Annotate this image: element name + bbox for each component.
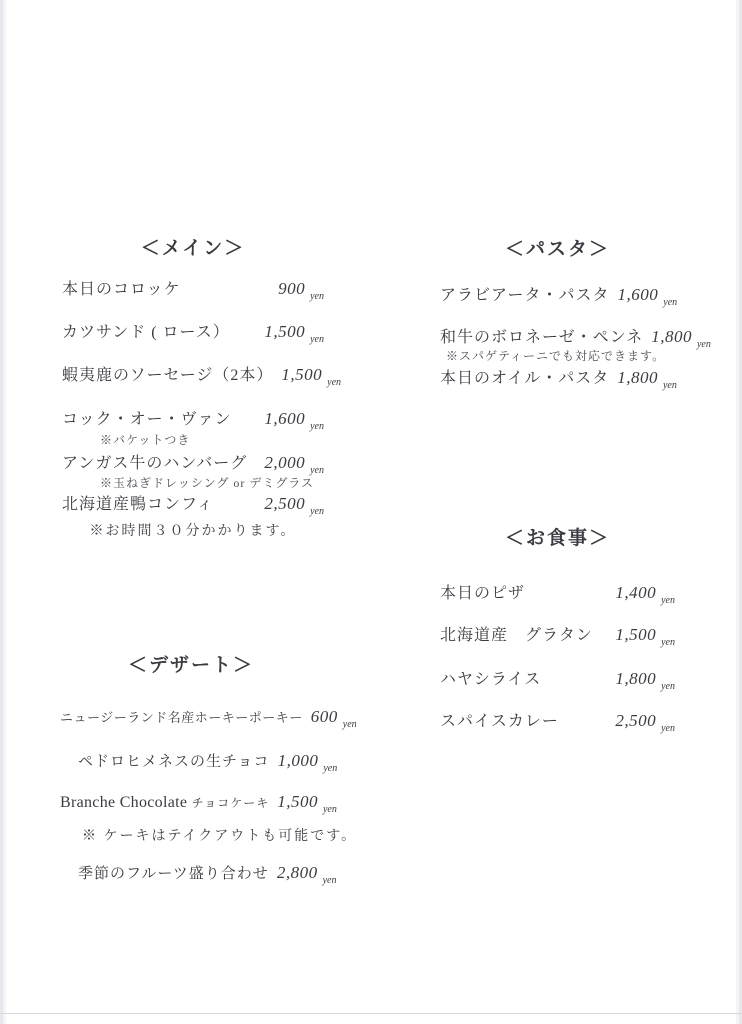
currency-label: yen [661,723,675,734]
price-value: 2,800 [276,863,318,882]
item-name [60,794,269,812]
currency-label: yen [327,377,342,388]
item-name: アラビアータ・パスタ [440,287,610,304]
item-name: 本日のピザ [440,585,526,602]
item-name: 北海道産 グラタン [440,627,593,644]
currency-label: yen [323,763,338,774]
currency-label: yen [310,421,324,432]
price-value: 600 [310,707,338,726]
menu-item [440,708,675,734]
menu-item [60,707,357,730]
price-value: 2,500 [615,711,657,730]
currency-label: yen [662,380,677,391]
price-value: 1,600 [264,409,306,428]
section-title-pasta: ＜パスタ＞ [504,239,610,260]
currency-label: yen [661,595,675,606]
page-edge-left-inner [3,0,6,1024]
currency-label: yen [661,637,675,648]
item-name-latin: Branche Chocolate [60,794,188,811]
currency-label: yen [310,291,324,302]
item-price [264,453,324,476]
section-footnote: ※ ケーキはテイクアウトも可能です。 [82,829,358,844]
item-name: 季節のフルーツ盛り合わせ [78,866,269,882]
menu-item [60,862,337,886]
item-price [264,322,324,345]
item-name: 本日のコロッケ [62,281,181,298]
menu-item [62,491,324,517]
item-name: コック・オー・ヴァン [62,411,232,428]
item-name: 本日のオイル・パスタ [440,370,610,387]
item-price [264,409,324,432]
currency-label: yen [661,681,675,692]
currency-label: yen [310,465,324,476]
item-price [310,707,357,730]
price-value: 1,000 [277,751,319,770]
price-value: 1,800 [615,669,657,688]
currency-label: yen [310,334,324,345]
currency-label: yen [322,875,337,886]
menu-item [62,450,324,476]
item-name: ニュージーランド名産ホーキーポーキー [60,710,303,725]
item-name: ペドロヒメネスの生チョコ [78,754,270,770]
item-price [281,365,342,388]
price-value: 1,600 [617,285,659,304]
section-title-dessert: ＜デザート＞ [127,655,254,676]
currency-label: yen [663,297,678,308]
item-name: スパイスカレー [440,713,559,730]
menu-item [60,792,337,815]
page-edge-bottom [0,1013,742,1014]
item-name: カツサンド ( ロース） [62,324,230,341]
page-edge-right-inner [736,0,739,1024]
item-price [278,279,324,302]
menu-item [62,406,324,432]
price-value: 2,500 [264,494,306,513]
section-title-meal: ＜お食事＞ [504,528,610,549]
menu-item [62,276,324,302]
item-note: ※バケットつき [100,433,191,447]
item-note: ※玉ねぎドレッシング or デミグラス [100,476,314,490]
price-value: 1,500 [615,625,657,644]
item-price [277,751,338,774]
item-price [615,669,675,692]
item-price [276,863,337,886]
item-name: ハヤシライス [440,671,542,688]
section-footnote: ※お時間３０分かかります。 [89,524,297,539]
item-price [617,368,677,391]
item-price [615,711,675,734]
menu-item [440,580,675,606]
price-value: 2,000 [264,453,306,472]
item-note: ※スパゲティーニでも対応できます。 [446,349,666,363]
menu-item [440,365,677,391]
price-value: 1,800 [617,368,658,387]
menu-item [62,319,324,345]
item-name-suffix: チョコケーキ [191,796,270,810]
menu-item [440,622,675,648]
price-value: 1,500 [277,792,318,811]
item-price [264,494,324,517]
price-value: 1,500 [281,365,323,384]
item-name: 蝦夷鹿のソーセージ（2本） [62,367,274,384]
item-price [617,285,678,308]
menu-item [62,362,342,388]
item-price [277,792,337,815]
price-value: 1,400 [615,583,657,602]
item-price [615,625,675,648]
menu-item [440,282,678,308]
price-value: 900 [278,279,306,298]
currency-label: yen [310,506,324,517]
menu-item [60,750,338,774]
menu-item [440,324,711,350]
currency-label: yen [696,339,711,350]
section-title-main: ＜メイン＞ [140,238,246,259]
price-value: 1,800 [651,327,692,346]
item-price [651,327,711,350]
item-price [615,583,675,606]
price-value: 1,500 [264,322,306,341]
currency-label: yen [342,719,357,730]
item-name: 和牛のボロネーゼ・ペンネ [440,329,644,346]
currency-label: yen [322,804,337,815]
item-name: 北海道産鴨コンフィ [62,496,214,513]
menu-item [440,666,675,692]
item-name: アンガス牛のハンバーグ [62,455,248,472]
